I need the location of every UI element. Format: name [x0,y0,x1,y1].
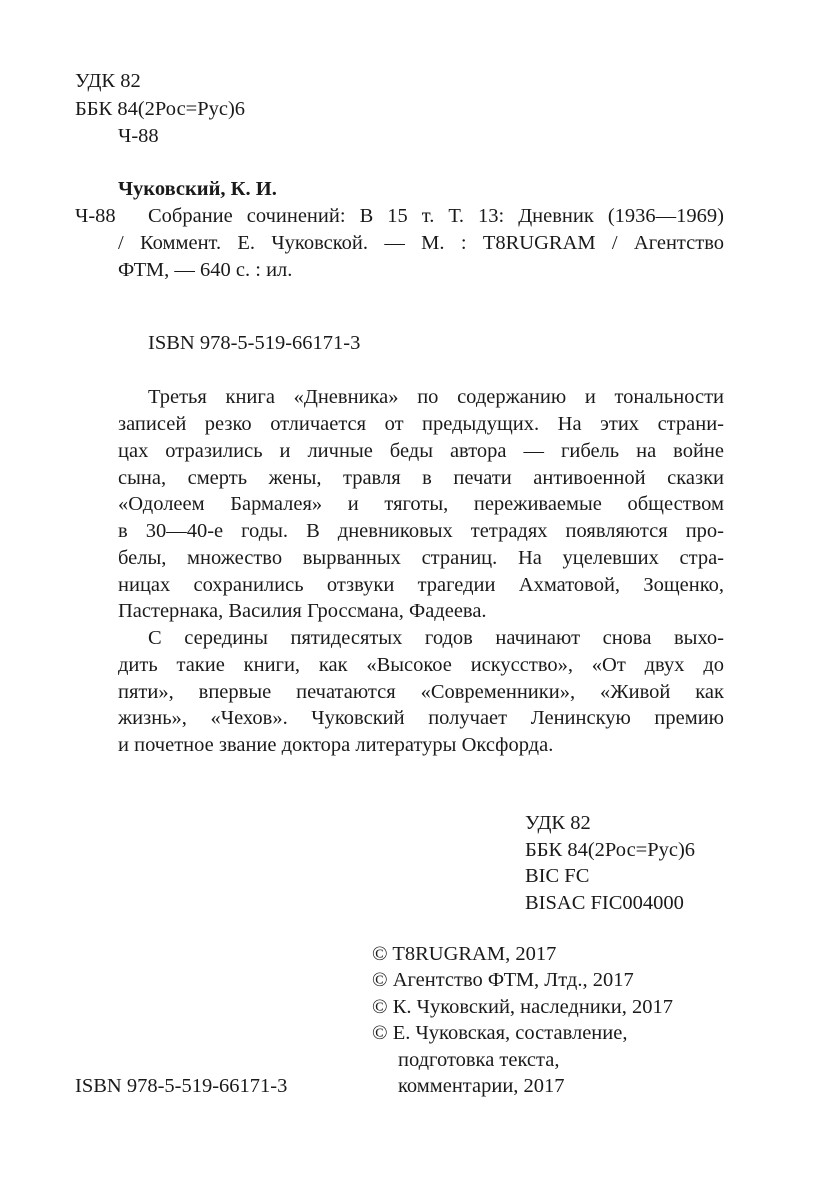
copyright-line: © Е. Чуковская, составление, [372,1022,628,1044]
annotation-line: и почетное звание доктора литературы Оксфорда. [118,734,554,756]
annotation-line: Третья книга «Дневника» по содержанию и тональности [148,386,724,408]
annotation-line: «Одолеем Бармалея» и тяготы, переживаемые обществом [118,493,724,515]
catalog-desc-line: Собрание сочинений: В 15 т. Т. 13: Дневник (1936—1969) [148,205,724,227]
catalog-author: Чуковский, К. И. [118,178,277,200]
isbn-bottom: ISBN 978-5-519-66171-3 [75,1075,288,1097]
udk-code: УДК 82 [525,812,591,834]
annotation-line: белы, множество вырванных страниц. На уцелевших стра- [118,547,724,569]
copyright-line: © Агентство ФТМ, Лтд., 2017 [372,969,634,991]
bic-code: BIC FC [525,865,590,887]
copyright-line: комментарии, 2017 [398,1075,565,1097]
annotation-line: цах отразились и личные беды автора — гибель на войне [118,440,724,462]
annotation-line: дить такие книги, как «Высокое искусство», «От двух до [118,654,724,676]
annotation-line: в 30—40-е годы. В дневниковых тетрадях появляются про- [118,520,724,542]
annotation-line: записей резко отличается от предыдущих. На этих страни- [118,413,724,435]
udk-code: УДК 82 [75,70,141,92]
bisac-code: BISAC FIC004000 [525,892,684,914]
author-mark: Ч-88 [118,125,159,147]
annotation-line: С середины пятидесятых годов начинают снова выхо- [148,627,724,649]
copyright-line: © T8RUGRAM, 2017 [372,943,557,965]
annotation-line: Пастернака, Василия Гроссмана, Фадеева. [118,600,487,622]
catalog-desc-line: / Коммент. Е. Чуковской. — М. : T8RUGRAM / Агентство [118,232,724,254]
bbk-code: ББК 84(2Рос=Рус)6 [75,98,246,120]
copyright-line: подготовка текста, [398,1049,560,1071]
annotation-line: жизнь», «Чехов». Чуковский получает Ленинскую премию [118,707,724,729]
catalog-desc-line: ФТМ, — 640 с. : ил. [118,259,293,281]
catalog-isbn: ISBN 978-5-519-66171-3 [148,332,361,354]
bbk-code: ББК 84(2Рос=Рус)6 [525,839,696,861]
annotation-line: пяти», впервые печатаются «Современники», «Живой как [118,681,724,703]
catalog-mark: Ч-88 [75,205,116,227]
copyright-line: © К. Чуковский, наследники, 2017 [372,996,673,1018]
annotation-line: ницах сохранились отзвуки трагедии Ахматовой, Зощенко, [118,574,724,596]
annotation-line: сына, смерть жены, травля в печати антивоенной сказки [118,467,724,489]
